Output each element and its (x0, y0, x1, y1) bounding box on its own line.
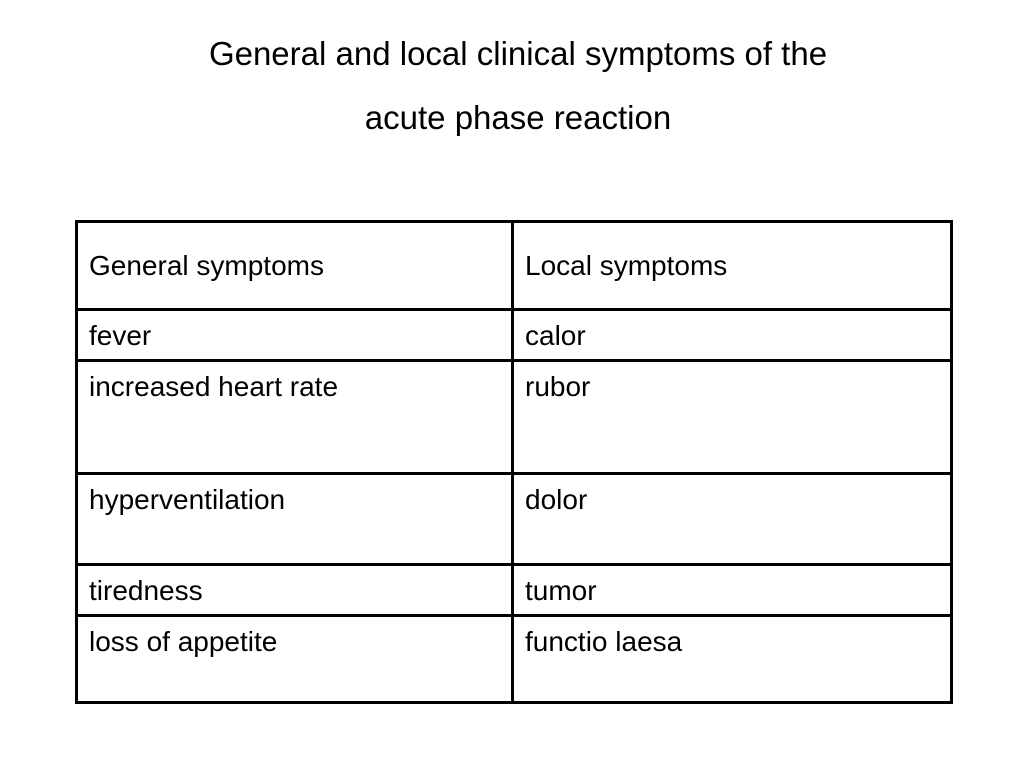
general-symptom-cell: increased heart rate (77, 361, 513, 474)
local-symptom-cell: functio laesa (513, 616, 952, 703)
local-symptom-cell: calor (513, 310, 952, 361)
slide-title-line-1: General and local clinical symptoms of the (208, 35, 828, 72)
table-row (77, 474, 952, 565)
table-row (77, 310, 952, 361)
slide-title-line-2: acute phase reaction (364, 99, 672, 136)
header-local-symptoms: Local symptoms (513, 222, 952, 310)
general-symptom-cell: loss of appetite (77, 616, 513, 703)
header-general-symptoms: General symptoms (77, 222, 513, 310)
general-symptom-cell: tiredness (77, 565, 513, 616)
table-row (77, 361, 952, 474)
local-symptom-cell: rubor (513, 361, 952, 474)
general-symptom-cell: hyperventilation (77, 474, 513, 565)
slide-title (0, 22, 1024, 150)
general-symptom-cell: fever (77, 310, 513, 361)
symptoms-table (75, 220, 953, 704)
table-row (77, 616, 952, 703)
local-symptom-cell: dolor (513, 474, 952, 565)
local-symptom-cell: tumor (513, 565, 952, 616)
table-row (77, 565, 952, 616)
table-header-row (77, 222, 952, 310)
